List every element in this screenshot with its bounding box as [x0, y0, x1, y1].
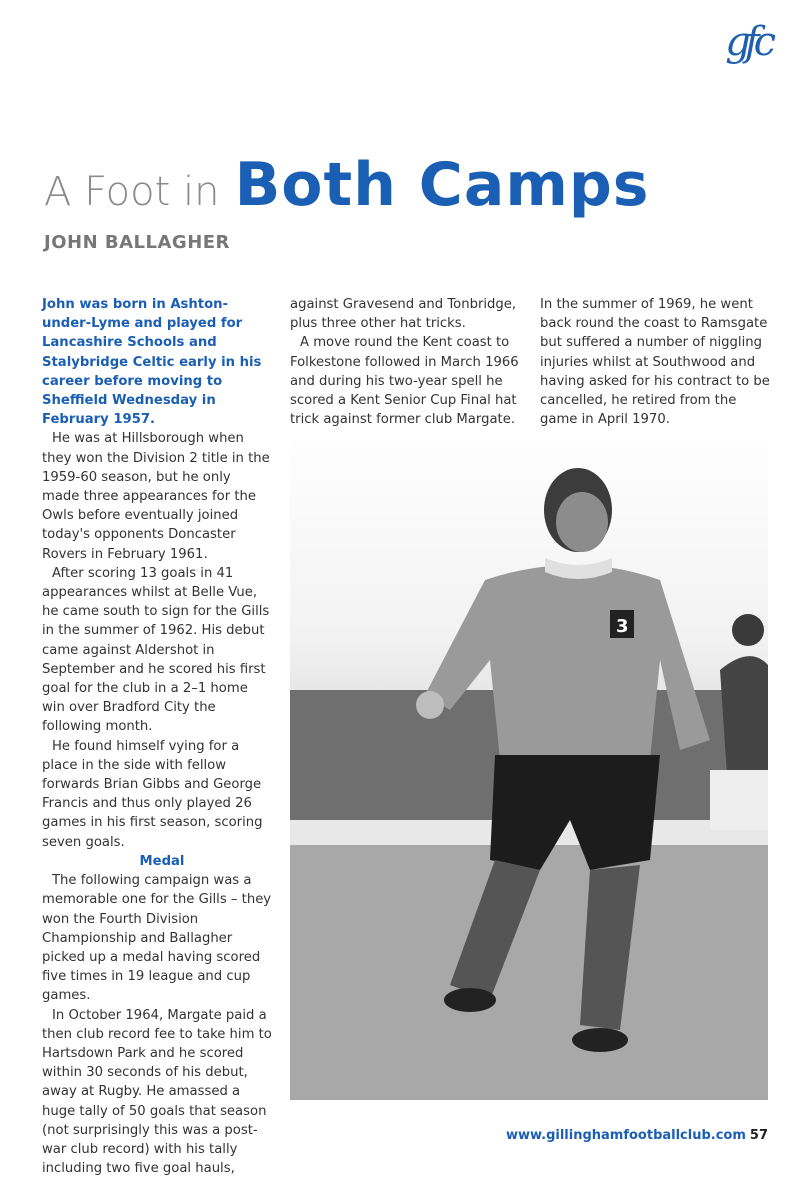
title-thin-part: A Foot in	[44, 169, 220, 215]
paragraph: He was at Hillsborough when they won the Division 2 title in the 1959-60 season, but he only made three appearances for the Owls before eventually joined today's opponents Doncaster Rovers in February 1961.	[42, 431, 270, 562]
paragraph: The following campaign was a memorable one for the Gills – they won the Fourth Division Championship and Ballagher picked up a medal having scored five times in 19 league and cup games.	[42, 873, 272, 1004]
paragraph: A move round the Kent coast to Folkestone followed in March 1966 and during his two-year spell he scored a Kent Senior Cup Final hat trick against former club Margate.	[290, 335, 519, 428]
title-bold-part: Both Camps	[234, 150, 650, 220]
paragraph: In the summer of 1969, he went back round the coast to Ramsgate but suffered a number of niggling injuries whilst at Southwood and having asked for his contract to be cancelled, he retired from the game in April 1970.	[540, 297, 770, 428]
page-footer	[506, 1128, 768, 1143]
page-number: 57	[749, 1128, 768, 1143]
player-photo	[290, 440, 768, 1100]
column-3	[540, 295, 770, 429]
paragraph: He found himself vying for a place in the side with fellow forwards Brian Gibbs and George Francis and thus only played 26 games in his first season, scoring seven goals.	[42, 738, 263, 850]
lead-paragraph: John was born in Ashton-under-Lyme and played for Lancashire Schools and Stalybridge Celtic early in his career before moving to Sheffield Wednesday in February 1957.	[42, 297, 262, 428]
column-1	[42, 295, 272, 1178]
paragraph: In October 1964, Margate paid a then club record fee to take him to Hartsdown Park and he scored within 30 seconds of his debut, away at Rugby. He amassed a huge tally of 50 goals that season (not surprisingly this was a post-war club record) with his tally including two five goal hauls,	[42, 1007, 272, 1177]
footer-url: www.gillinghamfootballclub.com	[505, 1128, 746, 1143]
subheading: Medal	[139, 853, 185, 869]
club-logo: gfc	[725, 19, 770, 65]
byline: JOHN BALLAGHER	[44, 232, 230, 253]
paragraph: After scoring 13 goals in 41 appearances whilst at Belle Vue, he came south to sign for the Gills in the summer of 1962. His debut came against Aldershot in September and he scored his first goal for the club in a 2–1 home win over Bradford City the following month.	[42, 565, 270, 735]
article-title	[44, 150, 650, 220]
column-2	[290, 295, 520, 429]
shirt-number: 3	[616, 616, 629, 637]
paragraph: against Gravesend and Tonbridge, plus three other hat tricks.	[290, 297, 517, 332]
player-photo-illustration	[290, 440, 768, 1100]
